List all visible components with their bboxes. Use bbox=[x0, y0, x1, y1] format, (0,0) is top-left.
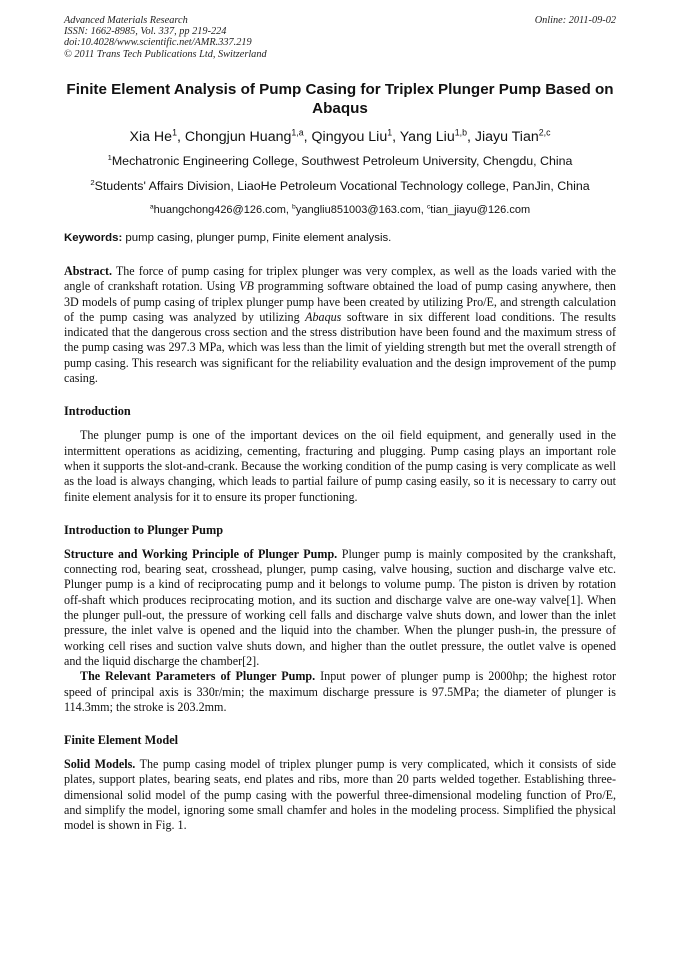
introduction-paragraph: The plunger pump is one of the important devices on the oil field equipment, and generally used in the intermittent operations as acidizing, cementing, fracturing and plugging. Pump casing plays an important role when it supports the slot-and-crank. Because the working condition of the pump casing is very complicate as well as the load is always changing, which leads to partial failure of pump casing easily, so it is necessary to carry out finite element analysis for it to ensure its proper functioning. bbox=[64, 428, 616, 504]
email-address[interactable]: huangchong426@126.com bbox=[153, 204, 286, 216]
paragraph-text: The pump casing model of triplex plunger pump is very complicated, which it consists of side plates, support plates, bearing seats, end plates and ribs, more than 20 parts welded together. Establishing three-dimensional solid model of the pump casing with the powerful three-dimensional modeling function of Pro/E, and simplify the model, ignoring some small chamfer and holes in the modeling process. Simplified the physical model is shown in Fig. 1. bbox=[64, 757, 616, 833]
affiliation-sup: 2 bbox=[90, 177, 95, 187]
journal-issn: ISSN: 1662-8985, Vol. 337, pp 219-224 bbox=[64, 26, 227, 38]
abstract bbox=[64, 264, 616, 386]
solid-models-paragraph bbox=[64, 757, 616, 833]
keywords-text: pump casing, plunger pump, Finite element analysis. bbox=[125, 232, 392, 244]
affiliation-text: Students' Affairs Division, LiaoHe Petroleum Vocational Technology college, PanJin, China bbox=[94, 179, 590, 193]
paragraph-runin-heading: Solid Models. bbox=[64, 757, 136, 772]
abstract-abaqus: Abaqus bbox=[305, 309, 342, 324]
abstract-text: The force of pump casing for triplex plunger was very complex, as well as the loads varied with the angle of crankshaft rotation. Using bbox=[64, 264, 617, 294]
email-sup: a bbox=[149, 203, 154, 211]
plunger-parameters-paragraph bbox=[64, 669, 616, 715]
keywords bbox=[64, 231, 616, 245]
paper-page bbox=[64, 15, 616, 834]
author-name: Jiayu Tian bbox=[474, 129, 539, 145]
abstract-vb: VB bbox=[239, 279, 254, 294]
abstract-text: software in six different load conditions. The results indicated that the dangerous cross section and the stress distribution have been found and the maximum stress of the pump casing was 297.3 MPa, which was less than the limit of yielding strength but met the overall strength of pump casing. This research was significant for the reliability evaluation and the design improvement of the pump casing. bbox=[64, 309, 616, 386]
paragraph-text: Input power of plunger pump is 2000hp; the highest rotor speed of principal axis is 330r/min; the maximum discharge pressure is 97.5MPa; the diameter of plunger is 114.3mm; the stroke is 203.2mm. bbox=[64, 669, 617, 714]
journal-header bbox=[64, 15, 616, 67]
journal-copyright: © 2011 Trans Tech Publications Ltd, Switzerland bbox=[64, 48, 267, 60]
online-date: Online: 2011-09-02 bbox=[534, 15, 616, 26]
paragraph-text: Plunger pump is mainly composited by the crankshaft, connecting rod, bearing seat, crosshead, plunger, pump casing, valve housing, suction and discharge valve etc. Plunger pump is a kind of reciprocating pump and it belongs to volume pump. The piston is driven by rotation off-shaft which produces reciprocating motion, and its suction and discharge valve are one-way valve[1]. When the plunger pull-out, the pressure of working cell falls and discharge valve shuts down, and lower than the inlet pressure, the inlet valve is opened and the liquid into the chamber. When the plunger push-in, the pressure of working cell rises and suction valve shuts down, and higher than the outlet pressure, the outlet valve is opened and the liquid discharge the chamber[2]. bbox=[64, 546, 616, 668]
section-heading-plunger-pump: Introduction to Plunger Pump bbox=[64, 522, 224, 537]
affiliation-1 bbox=[64, 154, 616, 169]
author-list: Xia He$^1$, Chongjun Huang$^{1,a}$, Qingyou Liu$^1$, Yang Liu$^{1,b}$, Jiayu Tian$^{2,c}$ bbox=[129, 127, 551, 145]
author-sup: 1 bbox=[172, 127, 177, 138]
affiliation-2 bbox=[64, 179, 616, 194]
author-sup: 1 bbox=[387, 127, 393, 138]
journal-info bbox=[64, 15, 267, 60]
plunger-structure-paragraph bbox=[64, 547, 616, 669]
abstract-text: programming software obtained the load of pump casing anywhere, then 3D models of pump casing of triplex plunger pump have been created by utilizing Pro/E, and strength calculation of the pump casing was analyzed by utilizing bbox=[64, 279, 616, 324]
paragraph-runin-heading: Structure and Working Principle of Plunger Pump. bbox=[64, 546, 338, 561]
email-address[interactable]: tian_jiayu@126.com bbox=[430, 204, 531, 216]
journal-name: Advanced Materials Research bbox=[64, 15, 188, 26]
email-sup: c bbox=[426, 203, 431, 211]
affiliation-text: Mechatronic Engineering College, Southwest Petroleum University, Chengdu, China bbox=[111, 154, 573, 168]
email-list: $^a$huangchong426@126.com, $^b$yangliu851003@163.com, $^c$tian_jiayu@126.com bbox=[149, 203, 531, 216]
keywords-label: Keywords: bbox=[64, 232, 123, 244]
paper-title: Finite Element Analysis of Pump Casing for Triplex Plunger Pump Based on Abaqus bbox=[66, 81, 614, 117]
section-heading-introduction: Introduction bbox=[64, 404, 131, 419]
section-heading-fem: Finite Element Model bbox=[64, 733, 179, 748]
author-sup: 1,b bbox=[454, 127, 467, 138]
journal-doi[interactable]: doi:10.4028/www.scientific.net/AMR.337.219 bbox=[64, 37, 252, 49]
author-name: Xia He bbox=[129, 129, 173, 145]
author-name: Chongjun Huang bbox=[184, 129, 292, 145]
author-sup: 2,c bbox=[538, 127, 551, 138]
paragraph-runin-heading: The Relevant Parameters of Plunger Pump. bbox=[80, 669, 316, 684]
abstract-label: Abstract. bbox=[64, 264, 113, 278]
affiliation-sup: 1 bbox=[107, 152, 112, 162]
author-name: Qingyou Liu bbox=[311, 129, 388, 145]
author-sup: 1,a bbox=[291, 127, 304, 138]
email-sup: b bbox=[292, 203, 296, 211]
author-name: Yang Liu bbox=[399, 129, 455, 145]
email-address[interactable]: yangliu851003@163.com bbox=[295, 204, 421, 216]
